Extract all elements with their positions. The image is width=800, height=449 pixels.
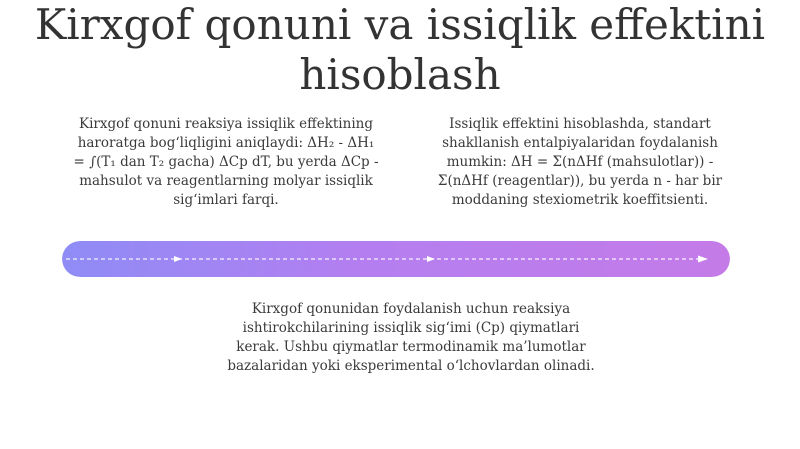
left-text-block: Kirxgof qonuni reaksiya issiqlik effektining haroratga bog‘liqligini aniqlaydi: ΔH₂ - ΔH₁ = ∫(T₁ dan T₂ gacha) ΔCp dT, bu yerda ΔCp - mahsulot va reagentlarning molyar issiqlik sig‘imlari farqi.: [73, 116, 379, 208]
timeline-bar-graphic: [62, 241, 730, 277]
right-text-block: Issiqlik effektini hisoblashda, standart shakllanish entalpiyalaridan foydalanish mumkin: ΔH = Σ(nΔHf (mahsulotlar)) - Σ(nΔHf (reagentlar)), bu yerda n - har bir moddaning stexiometrik koeffitsienti.: [437, 116, 723, 208]
timeline-bar: [62, 241, 730, 277]
bottom-text-block: Kirxgof qonunidan foydalanish uchun reaksiya ishtirokchilarining issiqlik sig‘imi (Cp) qiymatlari kerak. Ushbu qiymatlar termodinamik ma’lumotlar bazalaridan yoki eksperimental o‘lchovlardan olinadi.: [227, 301, 595, 374]
slide-title: Kirxgof qonuni va issiqlik effektini hisoblash: [34, 0, 766, 99]
